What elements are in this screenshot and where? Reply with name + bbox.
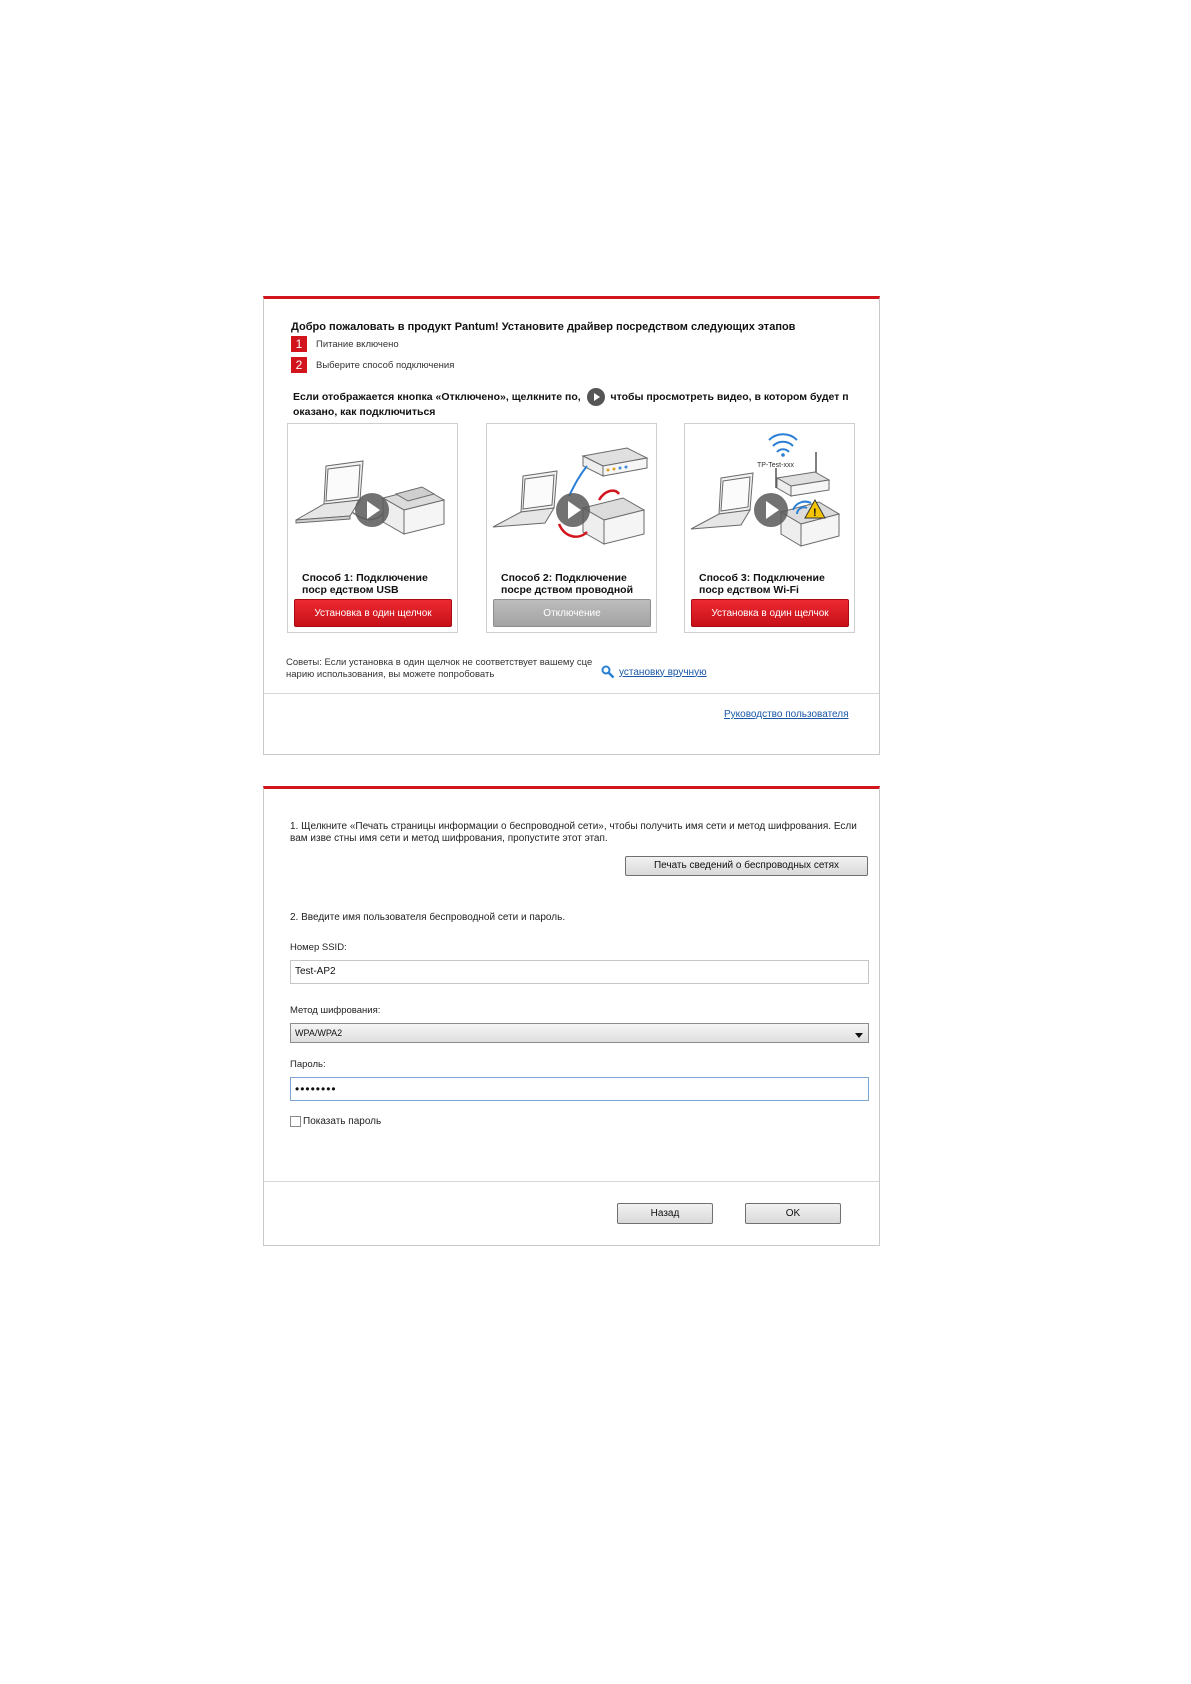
install-method-dialog [263,296,880,755]
encryption-select[interactable] [290,1023,869,1043]
video-hint [293,388,873,419]
step-number: 1 [291,336,307,352]
router-ssid-label: TP-Test-xxx [757,462,794,469]
method-title: Способ 3: Подключение поср едством Wi-Fi [699,572,825,596]
gear-search-icon [601,665,615,679]
instruction-step-1: 1. Щелкните «Печать страницы информации о беспроводной сети», чтобы получить имя сети и метод шифрования. Если вам изве стны имя сети и метод шифрования, пропустите этот этап. [290,821,857,844]
user-guide-link[interactable]: Руководство пользователя [724,709,849,720]
usb-connection-illustration [288,424,457,569]
one-click-install-usb-button[interactable]: Установка в один щелчок [294,599,452,627]
welcome-title: Добро пожаловать в продукт Pantum! Установите драйвер посредством следующих этапов [291,321,796,333]
one-click-install-wifi-button[interactable]: Установка в один щелчок [691,599,849,627]
dropdown-arrow-icon [855,1033,863,1038]
instruction-step-2: 2. Введите имя пользователя беспроводной сети и пароль. [290,912,566,923]
ok-button[interactable]: OK [745,1203,841,1224]
ssid-label: Номер SSID: [290,942,347,953]
svg-text:!: ! [813,507,817,519]
print-wireless-info-button[interactable]: Печать сведений о беспроводных сетях [625,856,868,876]
show-password-label: Показать пароль [303,1116,382,1127]
method-card-wired [486,423,657,633]
tips-text: Советы: Если установка в один щелчок не соответствует вашему сце нарию использования, вы можете попробовать [286,657,593,680]
method-title: Способ 2: Подключение посре дством проводной [501,572,634,596]
method-card-wifi [684,423,855,633]
ssid-field[interactable]: Test-AP2 [290,960,869,984]
method-title: Способ 1: Подключение поср едством USB [302,572,428,596]
manual-install[interactable] [601,665,707,679]
wifi-connection-illustration [685,424,854,569]
method-card-usb [287,423,458,633]
show-password-option[interactable] [290,1116,381,1127]
play-icon [587,388,605,406]
wired-connection-illustration [487,424,656,569]
show-password-checkbox[interactable] [290,1116,301,1127]
step-label: Питание включено [316,338,399,350]
back-button[interactable]: Назад [617,1203,713,1224]
password-label: Пароль: [290,1059,326,1070]
divider [264,1181,879,1182]
disabled-wired-button[interactable]: Отключение [493,599,651,627]
hint-text-after: чтобы просмотреть видео, в котором будет п оказано, как подключиться [293,390,849,418]
encryption-label: Метод шифрования: [290,1005,381,1016]
divider [264,693,879,694]
step-label: Выберите способ подключения [316,359,455,371]
step-1 [291,335,399,353]
step-number: 2 [291,357,307,373]
password-field[interactable]: •••••••• [290,1077,869,1101]
wifi-settings-dialog [263,786,880,1246]
hint-text-before: Если отображается кнопка «Отключено», щелкните по, [293,390,581,403]
step-2 [291,356,454,374]
encryption-value: WPA/WPA2 [295,1028,343,1038]
manual-install-link[interactable]: установку вручную [619,666,707,678]
